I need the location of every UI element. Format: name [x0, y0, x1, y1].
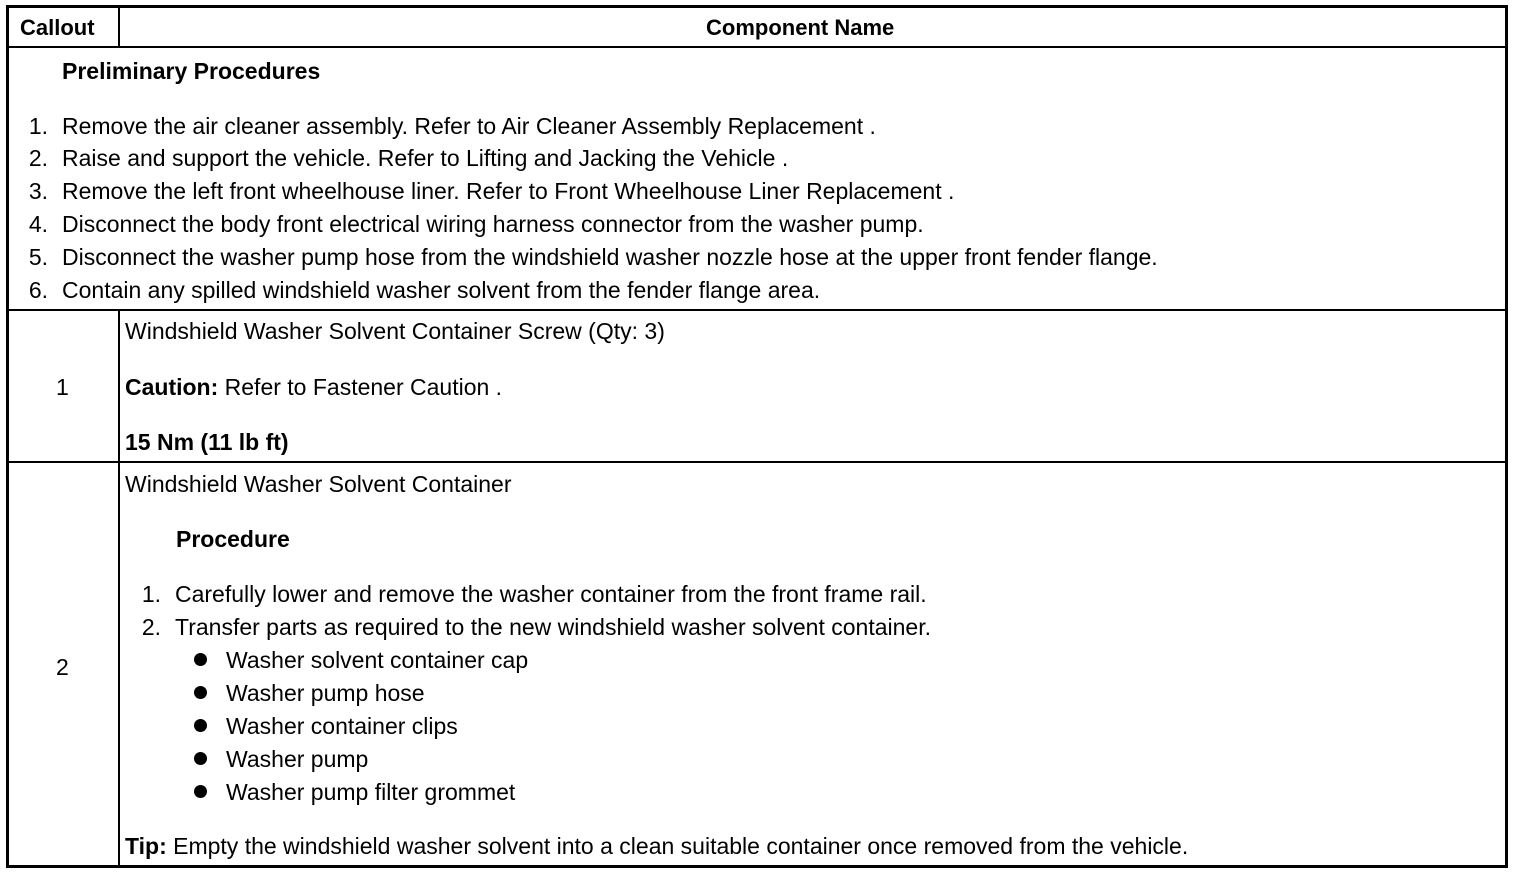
prelim-step-3-number: 3.: [28, 178, 48, 204]
row-1-caution: [125, 374, 502, 400]
caution-text: Refer to Fastener Caution .: [218, 374, 503, 400]
row-1-component-name: Windshield Washer Solvent Container Screw (Qty: 3): [125, 318, 665, 344]
part-item: Washer pump filter grommet: [226, 779, 516, 805]
prelim-step-1-number: 1.: [28, 113, 48, 139]
row-2-callout: 2: [56, 654, 69, 680]
bullet-icon: [194, 752, 207, 765]
row-2-step-2-number: 2.: [141, 614, 161, 640]
prelim-step-6-text: Contain any spilled windshield washer solvent from the fender flange area.: [62, 277, 821, 303]
preliminary-title: Preliminary Procedures: [62, 58, 321, 84]
bullet-icon: [194, 785, 207, 798]
prelim-step-1-text: Remove the air cleaner assembly. Refer to Air Cleaner Assembly Replacement .: [62, 113, 876, 139]
prelim-step-5-number: 5.: [28, 244, 48, 270]
prelim-step-5-text: Disconnect the washer pump hose from the windshield washer nozzle hose at the upper front fender flange.: [62, 244, 1158, 270]
prelim-step-4-number: 4.: [28, 211, 48, 237]
part-item: Washer pump hose: [226, 680, 425, 706]
row-2-step-2-text: Transfer parts as required to the new windshield washer solvent container.: [175, 614, 931, 640]
bullet-icon: [194, 686, 207, 699]
header-callout: Callout: [20, 15, 95, 40]
row-2-step-1-text: Carefully lower and remove the washer container from the front frame rail.: [175, 581, 927, 607]
row-2-procedure-title: Procedure: [176, 526, 290, 552]
body-column-divider: [118, 309, 120, 865]
row-1-callout: 1: [56, 374, 69, 400]
tip-text: Empty the windshield washer solvent into a clean suitable container once removed from the vehicle.: [166, 833, 1189, 859]
header-divider: [6, 46, 1508, 48]
prelim-step-3-text: Remove the left front wheelhouse liner. Refer to Front Wheelhouse Liner Replacement .: [62, 178, 955, 204]
row-1-divider: [6, 461, 1508, 463]
part-item: Washer pump: [226, 746, 369, 772]
prelim-step-4-text: Disconnect the body front electrical wiring harness connector from the washer pump.: [62, 211, 924, 237]
row-2-step-1-number: 1.: [141, 581, 161, 607]
header-column-divider: [118, 5, 120, 48]
caution-label: Caution:: [125, 374, 219, 400]
row-1-torque: 15 Nm (11 lb ft): [125, 429, 289, 455]
row-2-tip: [125, 833, 1188, 859]
bullet-icon: [194, 719, 207, 732]
prelim-step-2-text: Raise and support the vehicle. Refer to Lifting and Jacking the Vehicle .: [62, 145, 789, 171]
preliminary-divider: [6, 309, 1508, 311]
row-2-component-name: Windshield Washer Solvent Container: [125, 471, 512, 497]
bullet-icon: [194, 653, 207, 666]
header-component-name: Component Name: [706, 15, 895, 40]
prelim-step-2-number: 2.: [28, 145, 48, 171]
prelim-step-6-number: 6.: [28, 277, 48, 303]
part-item: Washer container clips: [226, 713, 458, 739]
part-item: Washer solvent container cap: [226, 647, 529, 673]
tip-label: Tip:: [125, 833, 167, 859]
